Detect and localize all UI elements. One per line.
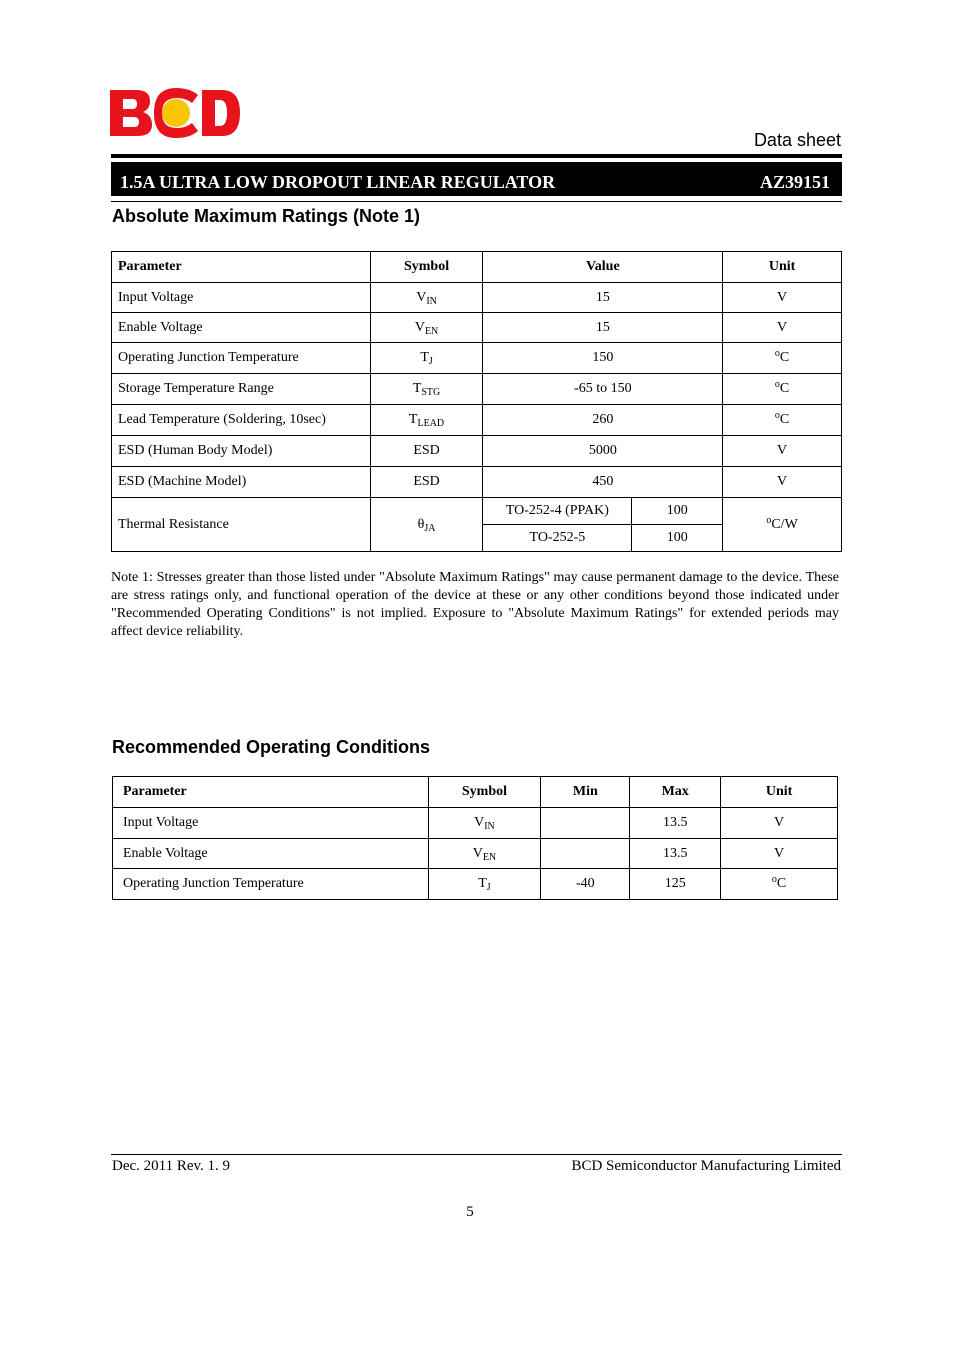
- cell-value: -65 to 150: [483, 374, 723, 405]
- cell-parameter: Lead Temperature (Soldering, 10sec): [112, 405, 371, 436]
- abs-max-heading: Absolute Maximum Ratings (Note 1): [112, 206, 421, 226]
- cell-parameter: Operating Junction Temperature: [112, 343, 371, 374]
- cell-value: 260: [483, 405, 723, 436]
- cell-min: -40: [541, 869, 630, 900]
- title-underline: [111, 201, 842, 202]
- cell-parameter: Operating Junction Temperature: [113, 869, 429, 900]
- cell-symbol: $\theta_{JA}$: [370, 498, 483, 552]
- cell-value: 150: [483, 343, 723, 374]
- table-row: [112, 313, 842, 343]
- table-header-row: [112, 252, 842, 283]
- table-row: [112, 467, 842, 498]
- cell-symbol: ESD: [370, 467, 483, 498]
- note-1: Note 1: Stresses greater than those listed under "Absolute Maximum Ratings" may cause permanent damage to the device. These are stress ratings only, and functional operation of the device at these or any other conditions beyond those indicated under "Recommended Operating Conditions" is not implied. Exposure to "Absolute Maximum Ratings" for extended periods may affect device reliability.: [111, 570, 839, 639]
- cell-symbol: $V_{EN}$: [428, 839, 541, 869]
- header-min: Min: [541, 777, 630, 808]
- cell-value: 100: [632, 525, 723, 552]
- cell-symbol: $T_J$: [370, 343, 483, 374]
- cell-max: 13.5: [630, 839, 721, 869]
- cell-symbol: $V_{IN}$: [428, 808, 541, 839]
- cell-max: 13.5: [630, 808, 721, 839]
- header-parameter: Parameter: [113, 777, 429, 808]
- cell-value: 15: [483, 283, 723, 313]
- cell-unit: $^o$C: [721, 869, 838, 900]
- cell-unit: V: [721, 839, 838, 869]
- document-title: 1.5A ULTRA LOW DROPOUT LINEAR REGULATOR: [120, 172, 556, 192]
- bcd-logo: [110, 88, 242, 138]
- cell-package: TO-252-4 (PPAK): [483, 498, 632, 525]
- cell-symbol: $T_{STG}$: [370, 374, 483, 405]
- header-rule: [111, 154, 842, 158]
- table-row: [112, 374, 842, 405]
- rec-op-heading: Recommended Operating Conditions: [112, 737, 431, 757]
- header-symbol: Symbol: [370, 252, 483, 283]
- table-row: [112, 343, 842, 374]
- header-max: Max: [630, 777, 721, 808]
- header-symbol: Symbol: [428, 777, 541, 808]
- title-bar: [111, 162, 842, 196]
- cell-value: 100: [632, 498, 723, 525]
- cell-unit: V: [723, 283, 842, 313]
- cell-parameter: Input Voltage: [112, 283, 371, 313]
- footer-company: BCD Semiconductor Manufacturing Limited: [571, 1158, 841, 1174]
- table-row: [112, 436, 842, 467]
- footer-revision: Dec. 2011 Rev. 1. 9: [112, 1158, 231, 1174]
- header-unit: Unit: [721, 777, 838, 808]
- cell-parameter: Storage Temperature Range: [112, 374, 371, 405]
- cell-unit: V: [723, 467, 842, 498]
- abs-max-table: [111, 251, 842, 552]
- cell-min: [541, 839, 630, 869]
- cell-parameter: Input Voltage: [113, 808, 429, 839]
- cell-parameter: Enable Voltage: [112, 313, 371, 343]
- cell-unit: V: [721, 808, 838, 839]
- cell-unit: $^o$C/W: [723, 498, 842, 552]
- part-number: AZ39151: [759, 172, 830, 192]
- cell-value: 5000: [483, 436, 723, 467]
- table-row-thermal: [112, 498, 842, 525]
- rec-op-table: [112, 776, 838, 900]
- cell-unit: V: [723, 436, 842, 467]
- cell-symbol: ESD: [370, 436, 483, 467]
- cell-package: TO-252-5: [483, 525, 632, 552]
- data-sheet-label: Data sheet: [753, 130, 841, 150]
- cell-unit: $^o$C: [723, 343, 842, 374]
- cell-unit: $^o$C: [723, 405, 842, 436]
- cell-value: 15: [483, 313, 723, 343]
- cell-symbol: $T_J$: [428, 869, 541, 900]
- cell-symbol: $T_{LEAD}$: [370, 405, 483, 436]
- cell-unit: V: [723, 313, 842, 343]
- table-row: [112, 283, 842, 313]
- cell-parameter: Enable Voltage: [113, 839, 429, 869]
- header-parameter: Parameter: [112, 252, 371, 283]
- header-unit: Unit: [723, 252, 842, 283]
- table-header-row: [113, 777, 838, 808]
- cell-symbol: $V_{EN}$: [370, 313, 483, 343]
- table-row: [113, 839, 838, 869]
- page-number: 5: [466, 1204, 474, 1220]
- cell-parameter: ESD (Human Body Model): [112, 436, 371, 467]
- header-value: Value: [483, 252, 723, 283]
- cell-symbol: $V_{IN}$: [370, 283, 483, 313]
- table-row: [113, 869, 838, 900]
- cell-parameter: Thermal Resistance: [112, 498, 371, 552]
- footer-rule: [111, 1154, 842, 1155]
- cell-min: [541, 808, 630, 839]
- cell-unit: $^o$C: [723, 374, 842, 405]
- cell-value: 450: [483, 467, 723, 498]
- table-row: [112, 405, 842, 436]
- table-row: [113, 808, 838, 839]
- cell-parameter: ESD (Machine Model): [112, 467, 371, 498]
- cell-max: 125: [630, 869, 721, 900]
